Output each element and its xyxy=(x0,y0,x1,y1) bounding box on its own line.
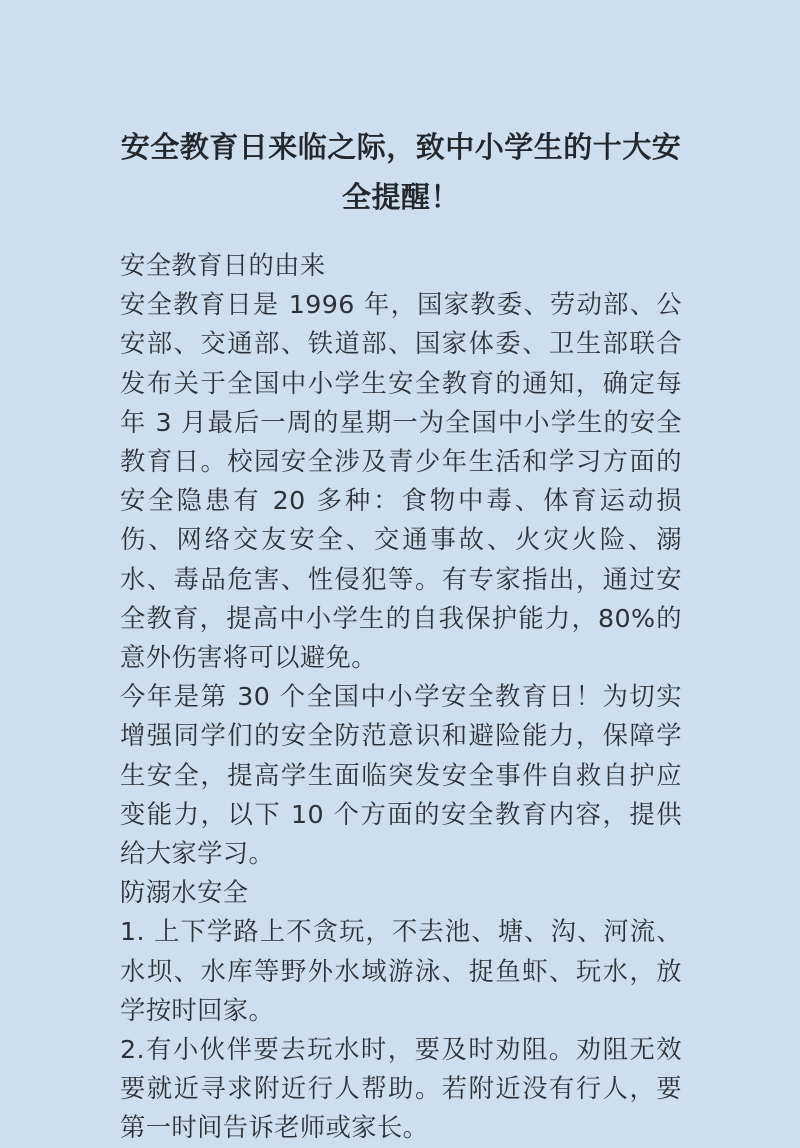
list-item-drowning-2: 2.有小伙伴要去玩水时，要及时劝阻。劝阻无效要就近寻求附近行人帮助。若附近没有行人，要第一时间告诉老师或家长。 xyxy=(120,1035,682,1143)
section-origin xyxy=(120,246,682,873)
paragraph-this-year: 今年是第 30 个全国中小学安全教育日！为切实增强同学们的安全防范意识和避险能力，保障学生安全，提高学生面临突发安全事件自救自护应变能力，以下 10 个方面的安全教育内容，提供给大家学习。 xyxy=(120,682,682,869)
section-drowning-prevention xyxy=(120,873,682,1147)
section-heading-origin: 安全教育日的由来 xyxy=(120,251,326,280)
paragraph-origin-history: 安全教育日是 1996 年，国家教委、劳动部、公安部、交通部、铁道部、国家体委、卫生部联合发布关于全国中小学生安全教育的通知，确定每年 3 月最后一周的星期一为全国中小学生的安全教育日。校园安全涉及青少年生活和学习方面的安全隐患有 20 多种：食物中毒、体育运动损伤、网络交友安全、交通事故、火灾火险、溺水、毒品危害、性侵犯等。有专家指出，通过安全教育，提高中小学生的自我保护能力，80%的意外伤害将可以避免。 xyxy=(120,290,682,673)
list-item-drowning-1: 1. 上下学路上不贪玩，不去池、塘、沟、河流、水坝、水库等野外水域游泳、捉鱼虾、玩水，放学按时回家。 xyxy=(120,917,682,1025)
document-page xyxy=(120,122,682,1148)
document-title: 安全教育日来临之际，致中小学生的十大安全提醒！ xyxy=(120,130,682,214)
section-heading-drowning: 防溺水安全 xyxy=(120,878,249,908)
